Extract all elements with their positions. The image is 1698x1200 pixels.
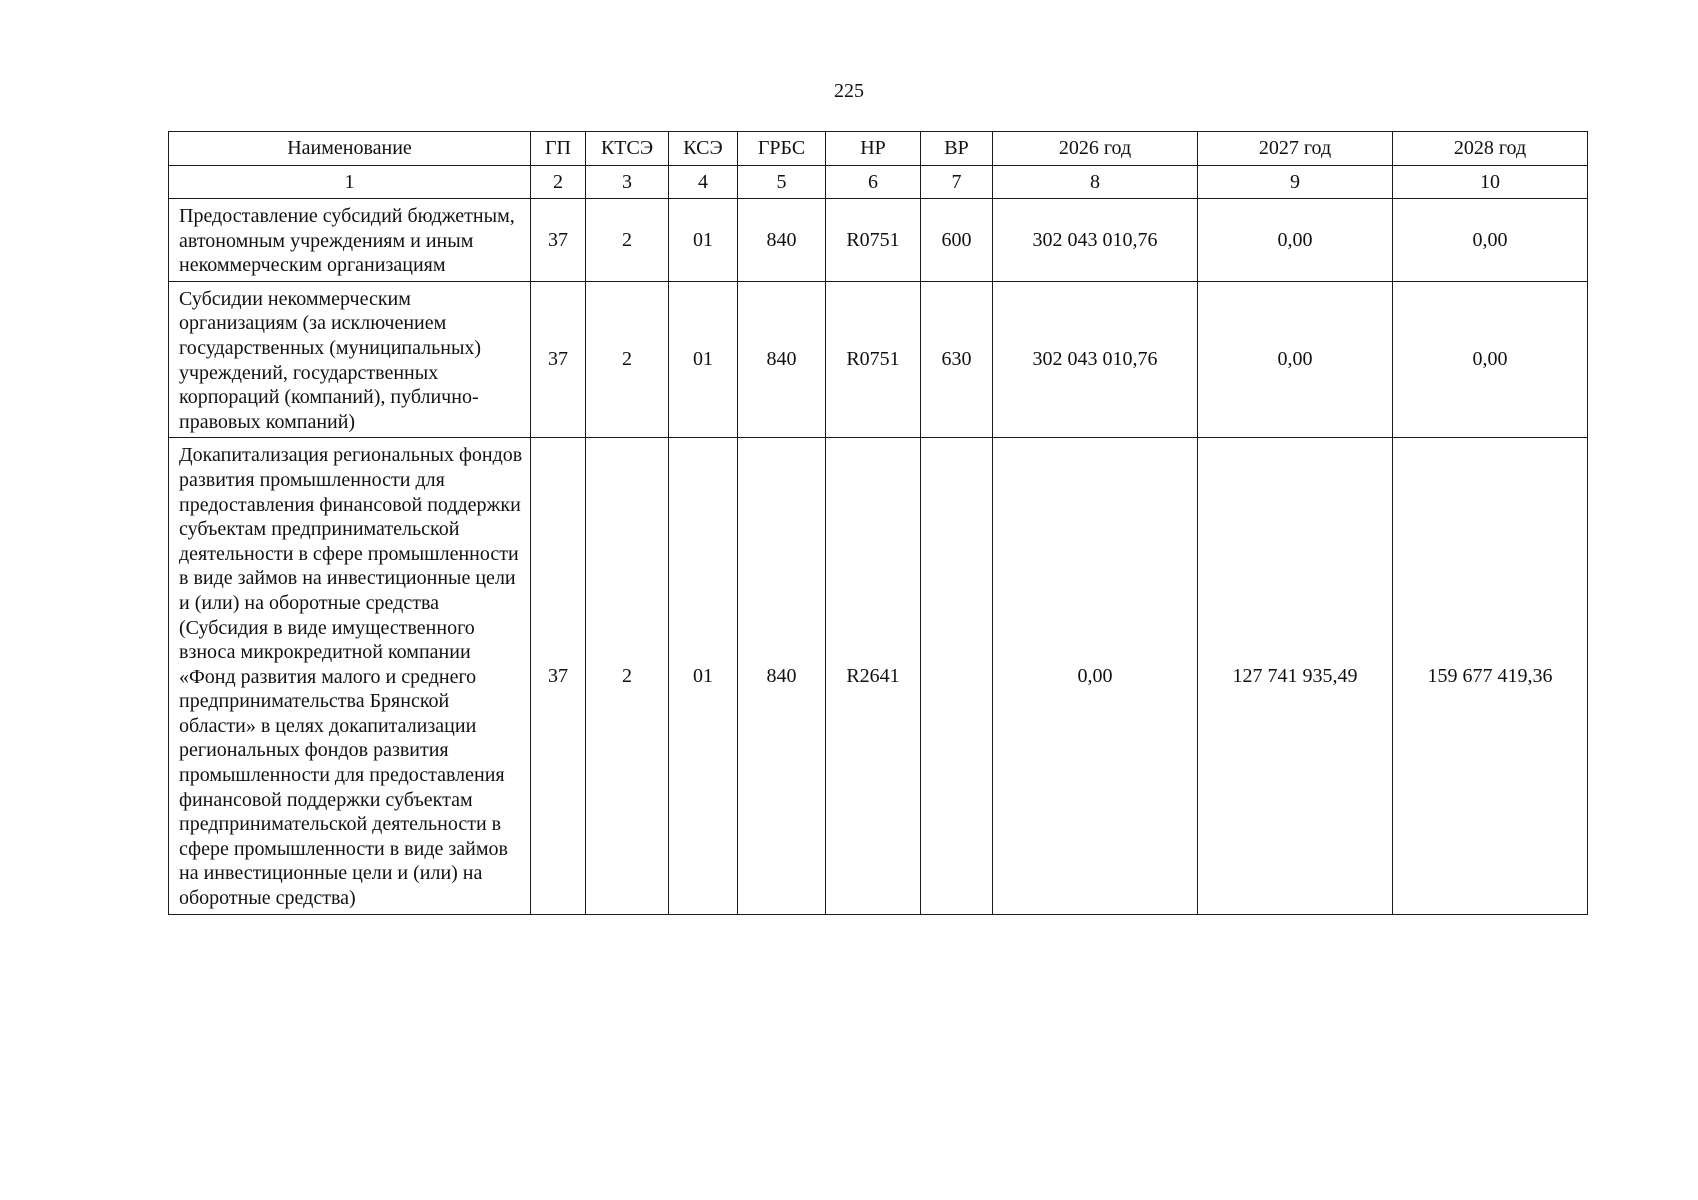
header-cell-nr: НР xyxy=(826,132,921,166)
header-cell-2027: 2027 год xyxy=(1198,132,1393,166)
column-number: 5 xyxy=(738,166,826,199)
gp-cell: 37 xyxy=(531,281,586,438)
amount-2028-cell: 159 677 419,36 xyxy=(1393,438,1588,914)
nr-cell: R0751 xyxy=(826,281,921,438)
header-cell-2028: 2028 год xyxy=(1393,132,1588,166)
nr-cell: R2641 xyxy=(826,438,921,914)
ktse-cell: 2 xyxy=(586,199,669,282)
amount-2027-cell: 0,00 xyxy=(1198,281,1393,438)
column-number: 8 xyxy=(993,166,1198,199)
amount-2028-cell: 0,00 xyxy=(1393,281,1588,438)
amount-2027-cell: 127 741 935,49 xyxy=(1198,438,1393,914)
grbs-cell: 840 xyxy=(738,199,826,282)
amount-2026-cell: 302 043 010,76 xyxy=(993,281,1198,438)
vr-cell: 630 xyxy=(921,281,993,438)
page-number: 225 xyxy=(834,80,864,102)
header-cell-kse: КСЭ xyxy=(669,132,738,166)
kse-cell: 01 xyxy=(669,438,738,914)
ktse-cell: 2 xyxy=(586,438,669,914)
row-name-cell: Предоставление субсидий бюджетным, автономным учреждениям и иным некоммерческим организациям xyxy=(169,199,531,282)
kse-cell: 01 xyxy=(669,199,738,282)
column-number: 10 xyxy=(1393,166,1588,199)
gp-cell: 37 xyxy=(531,199,586,282)
grbs-cell: 840 xyxy=(738,438,826,914)
table-row xyxy=(169,438,1588,914)
amount-2026-cell: 0,00 xyxy=(993,438,1198,914)
amount-2028-cell: 0,00 xyxy=(1393,199,1588,282)
amount-2027-cell: 0,00 xyxy=(1198,199,1393,282)
header-cell-ktse: КТСЭ xyxy=(586,132,669,166)
column-number: 3 xyxy=(586,166,669,199)
header-cell-grbs: ГРБС xyxy=(738,132,826,166)
header-cell-2026: 2026 год xyxy=(993,132,1198,166)
header-cell-vr: ВР xyxy=(921,132,993,166)
column-number: 2 xyxy=(531,166,586,199)
amount-2026-cell: 302 043 010,76 xyxy=(993,199,1198,282)
kse-cell: 01 xyxy=(669,281,738,438)
header-cell-name: Наименование xyxy=(169,132,531,166)
header-row xyxy=(169,132,1588,166)
gp-cell: 37 xyxy=(531,438,586,914)
header-cell-gp: ГП xyxy=(531,132,586,166)
row-name-cell: Субсидии некоммерческим организациям (за исключением государственных (муниципальных) учреждений, государственных корпораций (компаний), публично-правовых компаний) xyxy=(169,281,531,438)
column-number: 6 xyxy=(826,166,921,199)
column-number: 1 xyxy=(169,166,531,199)
vr-cell: 600 xyxy=(921,199,993,282)
column-number: 7 xyxy=(921,166,993,199)
column-number: 9 xyxy=(1198,166,1393,199)
table-row xyxy=(169,199,1588,282)
table-row xyxy=(169,281,1588,438)
column-number-row xyxy=(169,166,1588,199)
nr-cell: R0751 xyxy=(826,199,921,282)
grbs-cell: 840 xyxy=(738,281,826,438)
vr-cell xyxy=(921,438,993,914)
ktse-cell: 2 xyxy=(586,281,669,438)
row-name-cell: Докапитализация региональных фондов развития промышленности для предоставления финансовой поддержки субъектам предпринимательской деятельности в сфере промышленности в виде займов на инвестиционные цели и (или) на оборотные средства (Субсидия в виде имущественного взноса микрокредитной компании «Фонд развития малого и среднего предпринимательства Брянской области» в целях докапитализации региональных фондов развития промышленности для предоставления финансовой поддержки субъектам предпринимательской деятельности в сфере промышленности в виде займов на инвестиционные цели и (или) на оборотные средства) xyxy=(169,438,531,914)
budget-table xyxy=(168,131,1588,915)
column-number: 4 xyxy=(669,166,738,199)
